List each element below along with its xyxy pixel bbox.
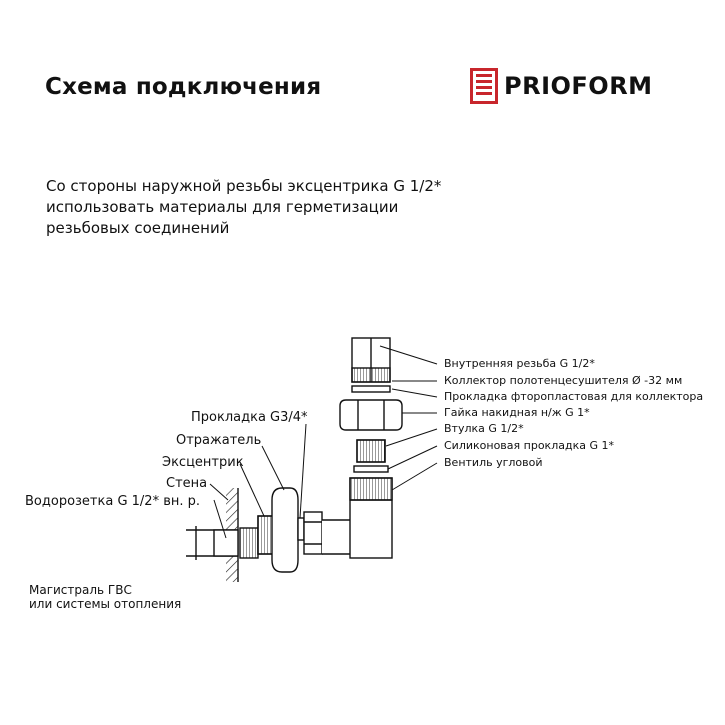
note-line: резьбовых соединений xyxy=(46,219,230,237)
silicone-gasket-shape xyxy=(354,466,388,472)
union-nut-shape xyxy=(304,512,322,554)
label-silicone-gasket: Силиконовая прокладка G 1* xyxy=(444,439,614,452)
collector-shape xyxy=(352,338,390,382)
reflector-shape xyxy=(272,488,298,572)
cap-nut-shape xyxy=(340,400,402,430)
label-water-socket: Водорозетка G 1/2* вн. р. xyxy=(25,494,201,509)
page-title: Схема подключения xyxy=(45,74,322,100)
note-line: использовать материалы для герметизации xyxy=(46,198,399,216)
angle-valve-shape xyxy=(322,478,392,558)
label-angle-valve: Вентиль угловой xyxy=(444,456,543,469)
note-line: Со стороны наружной резьбы эксцентрика G 1/2* xyxy=(46,177,442,195)
gasket-shape xyxy=(298,518,304,540)
label-wall: Стена xyxy=(166,476,208,491)
label-reflector: Отражатель xyxy=(176,433,262,448)
label-bushing: Втулка G 1/2* xyxy=(444,422,524,435)
main-line-caption-line: или системы отопления xyxy=(29,597,182,611)
main-line-caption xyxy=(29,583,181,611)
label-collector: Коллектор полотенцесушителя Ø -32 мм xyxy=(444,374,683,387)
label-ptfe-gasket: Прокладка фторопластовая для коллектора xyxy=(444,390,704,403)
supply-pipe-shape xyxy=(186,526,238,560)
label-eccentric: Эксцентрик xyxy=(162,455,244,470)
label-internal-thread: Внутренняя резьба G 1/2* xyxy=(444,357,595,370)
label-gasket-3-4: Прокладка G3/4* xyxy=(191,410,308,425)
bushing-shape xyxy=(357,440,385,462)
ptfe-gasket-shape xyxy=(352,386,390,392)
label-cap-nut: Гайка накидная н/ж G 1* xyxy=(444,406,590,419)
brand-name: PRIOFORM xyxy=(504,72,653,100)
main-line-caption-line: Магистраль ГВС xyxy=(29,583,132,597)
